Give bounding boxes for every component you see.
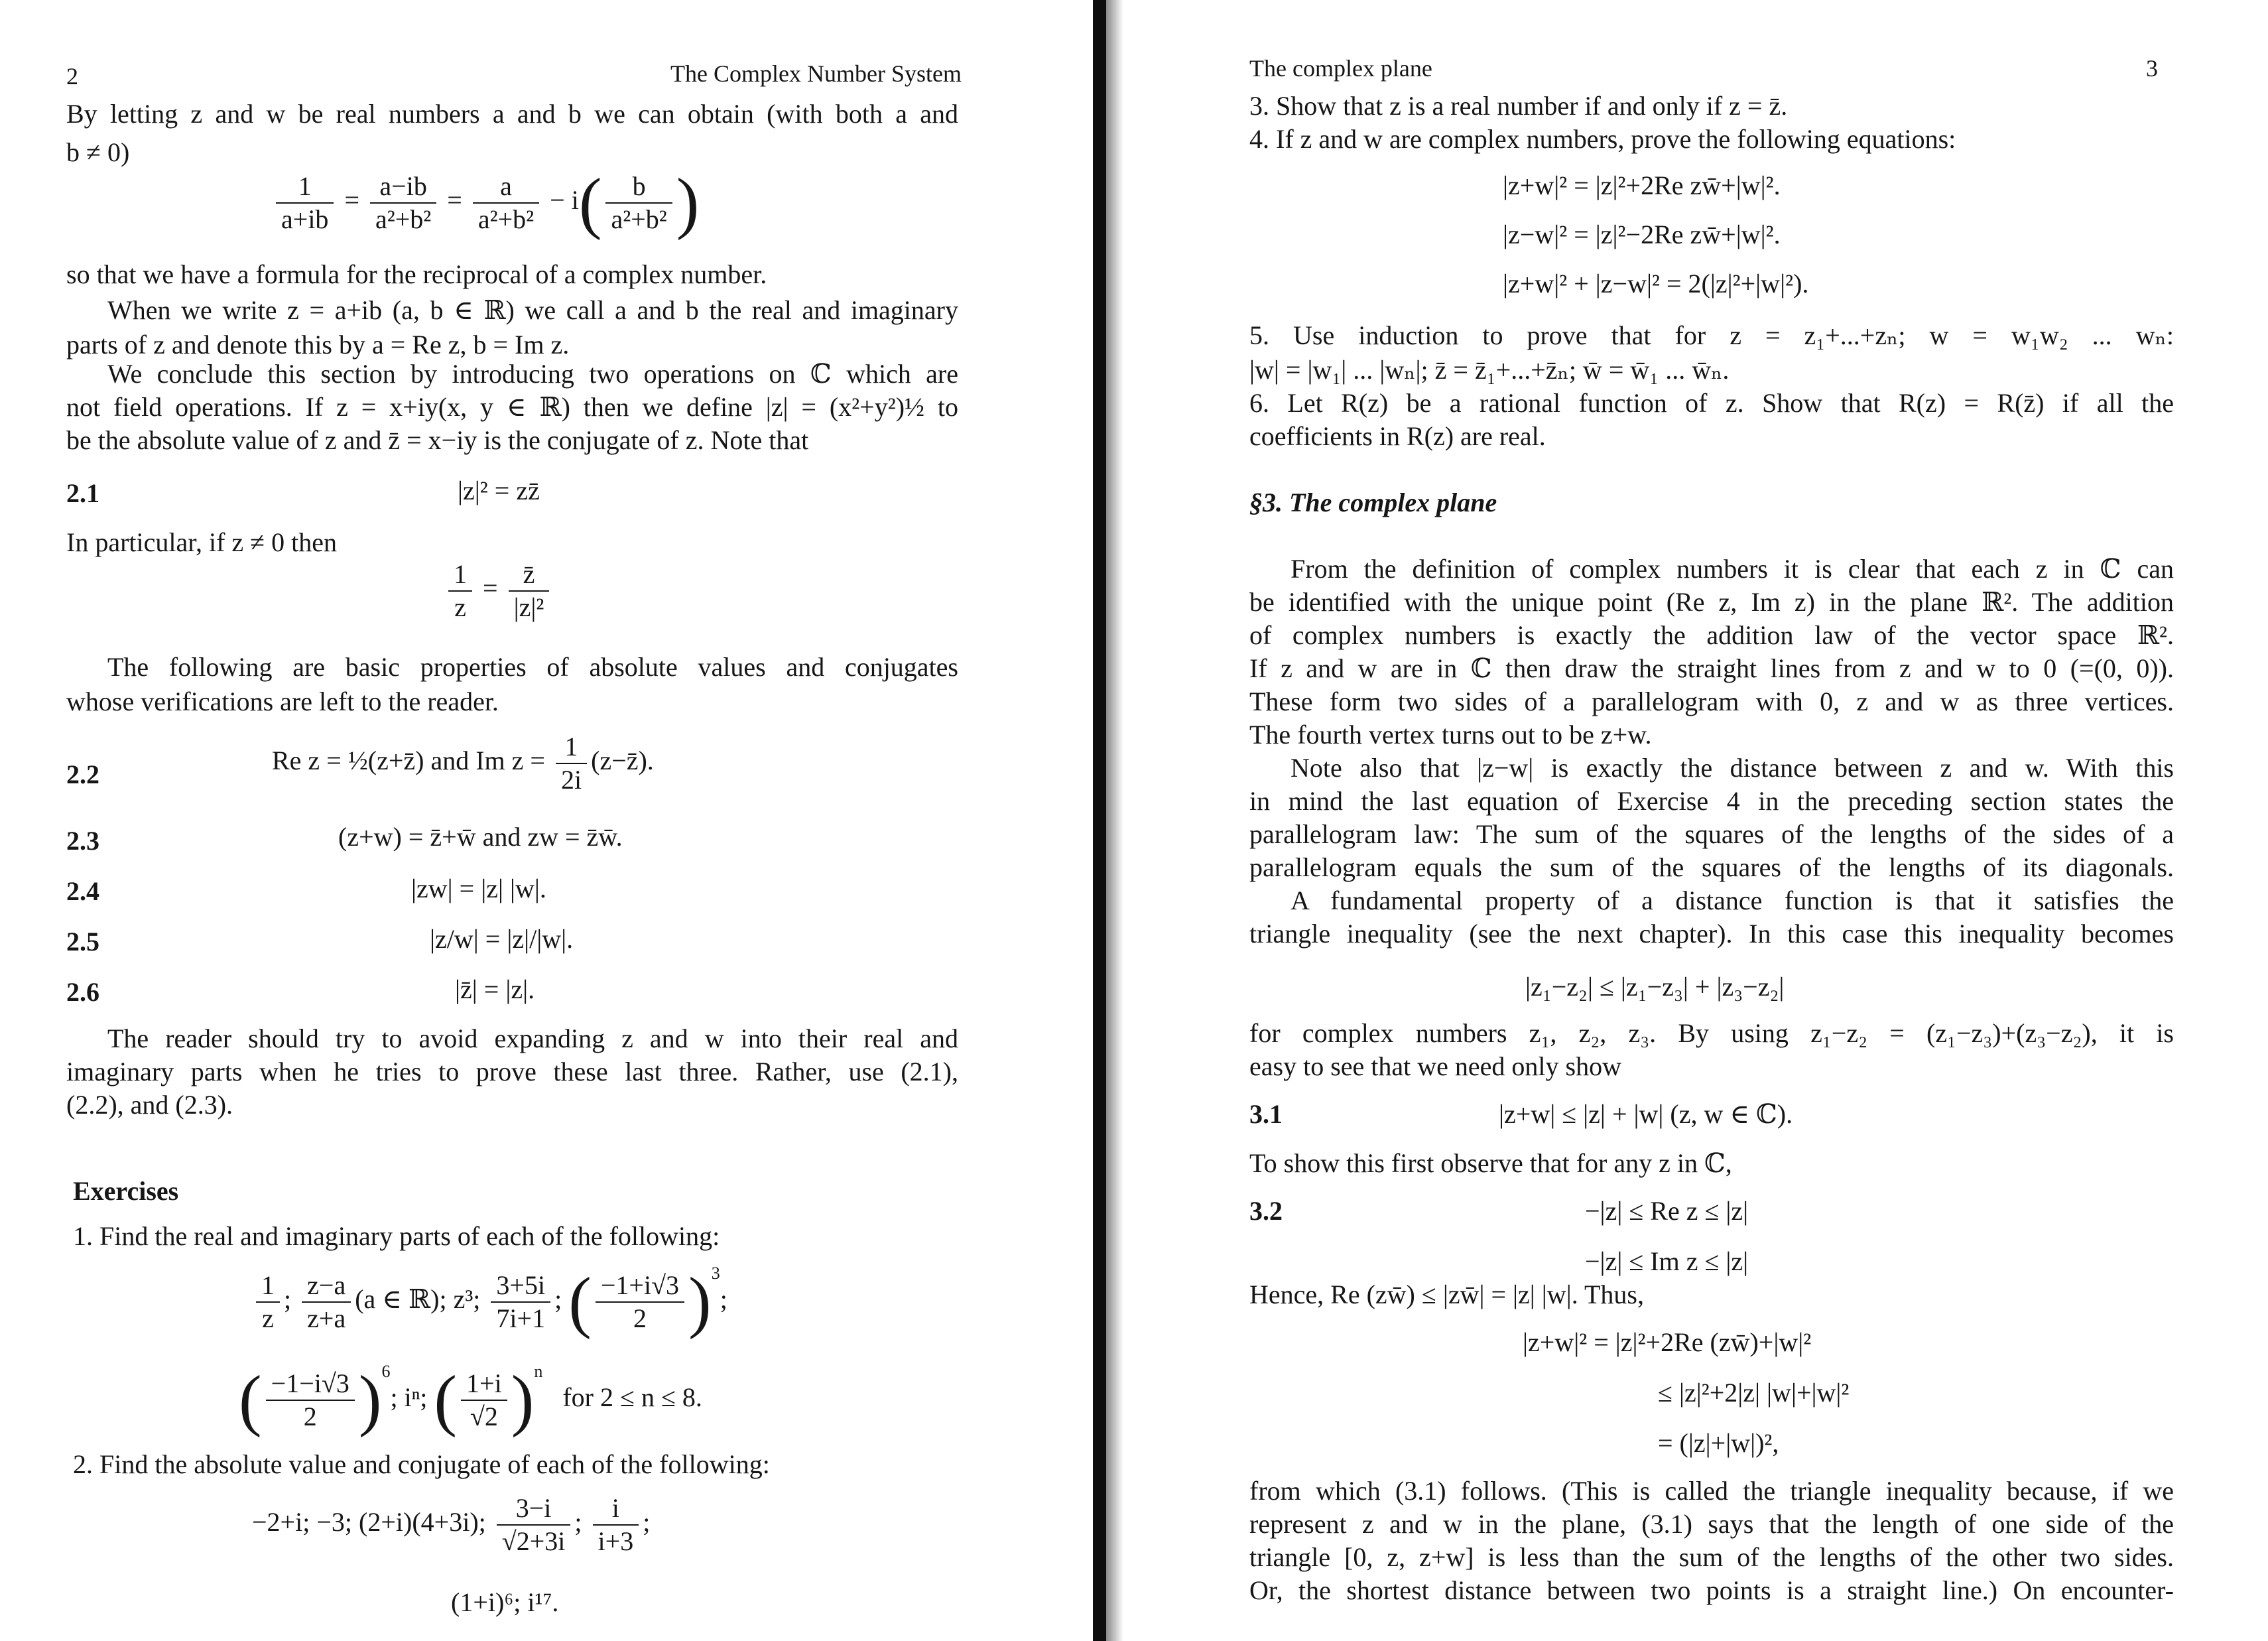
numerator: −1−i√3 xyxy=(266,1368,355,1401)
exercise-2: 2. Find the absolute value and conjugate of each of the following: xyxy=(73,1449,770,1479)
denominator: 2 xyxy=(303,1401,317,1431)
reader-line-3: (2.2), and (2.3). xyxy=(66,1090,233,1120)
equation-2-4: |zw| = |z| |w|. xyxy=(411,874,546,903)
fraction xyxy=(266,1368,355,1433)
equation-3-2-re: −|z| ≤ Re z ≤ |z| xyxy=(1585,1196,1749,1226)
definition-line-3: of complex numbers is exactly the addition law of the vector space ℝ². xyxy=(1249,620,2174,650)
running-head-right: The complex plane xyxy=(1249,55,1432,82)
triangle-inequality-equation: |z₁−z₂| ≤ |z₁−z₃| + |z₃−z₂| xyxy=(1525,972,1785,1002)
fraction xyxy=(276,170,334,235)
definition-line-4: If z and w are in ℂ then draw the straight lines from z and w to 0 (=(0, 0)). xyxy=(1249,653,2174,683)
denominator: 2 xyxy=(633,1303,647,1333)
fraction xyxy=(556,731,587,796)
denominator: a²+b² xyxy=(611,204,667,234)
fundamental-line-1: A fundamental property of a distance function is that it satisfies the xyxy=(1291,886,2174,915)
fraction xyxy=(473,170,539,235)
fraction xyxy=(593,1492,639,1557)
definition-line-6: The fourth vertex turns out to be z+w. xyxy=(1249,720,1652,750)
denominator: √2 xyxy=(470,1401,498,1431)
equation-2-5: |z/w| = |z|/|w|. xyxy=(430,924,574,954)
left-paren: ( xyxy=(434,1361,458,1438)
for-line-2: easy to see that we need only show xyxy=(1249,1051,1621,1081)
denominator: z xyxy=(454,592,466,622)
right-paren: ) xyxy=(688,1263,712,1340)
note-line-2: in mind the last equation of Exercise 4 in the preceding section states the xyxy=(1249,786,2174,816)
numerator: 3+5i xyxy=(491,1270,550,1303)
gutter-shadow xyxy=(1106,0,1123,1641)
exercise-3: 3. Show that z is a real number if and only if z = z̄. xyxy=(1249,91,1788,121)
label-3-2: 3.2 xyxy=(1249,1196,1283,1226)
expression-list: −2+i; −3; (2+i)(4+3i); xyxy=(252,1507,486,1538)
right-paren: ) xyxy=(511,1361,535,1438)
numerator: z̄ xyxy=(509,558,550,592)
exercise-4: 4. If z and w are complex numbers, prove the following equations: xyxy=(1249,124,1956,154)
right-paren: ) xyxy=(676,164,700,241)
fraction xyxy=(491,1270,550,1335)
exercise-5-line-2: |w| = |w₁| ... |wₙ|; z̄ = z̄₁+...+z̄ₙ; w̄ = w̄₁ ... w̄ₙ. xyxy=(1249,355,1730,385)
exercise-2-row-1 xyxy=(252,1492,650,1557)
conclude-line-3: be the absolute value of z and z̄ = x−iy is the conjugate of z. Note that xyxy=(66,425,809,455)
fraction xyxy=(448,558,472,624)
label-2-3: 2.3 xyxy=(66,826,99,856)
exponent: n xyxy=(534,1362,543,1381)
props-line-1: The following are basic properties of absolute values and conjugates xyxy=(107,652,958,682)
equation-3-2-im: −|z| ≤ Im z ≤ |z| xyxy=(1585,1246,1749,1276)
definition-line-5: These form two sides of a parallelogram with 0, z and w as three vertices. xyxy=(1249,687,2174,716)
numerator: b xyxy=(605,170,672,204)
re-im-text: Re z = ½(z+z̄) and Im z = xyxy=(272,746,545,776)
fraction xyxy=(256,1270,280,1335)
chain-step-2: ≤ |z|²+2|z| |w|+|w|² xyxy=(1658,1378,1850,1408)
exercise-4-eq-2: |z−w|² = |z|²−2Re zw̄+|w|². xyxy=(1503,220,1781,249)
exercise-6-line-1: 6. Let R(z) be a rational function of z. Show that R(z) = R(z̄) if all the xyxy=(1249,388,2174,418)
running-head-left: The Complex Number System xyxy=(670,60,962,87)
chain-step-3: = (|z|+|w|)², xyxy=(1658,1428,1779,1458)
intro-line-1: By letting z and w be real numbers a and b we can obtain (with both a and xyxy=(66,99,958,129)
equation-2-3: (z+w) = z̄+w̄ and zw = z̄w̄. xyxy=(338,822,623,852)
numerator: 1 xyxy=(276,170,334,204)
fraction xyxy=(497,1492,571,1557)
range-condition: for 2 ≤ n ≤ 8. xyxy=(562,1382,702,1412)
label-3-1: 3.1 xyxy=(1249,1099,1283,1129)
numerator: −1+i√3 xyxy=(596,1270,684,1303)
equation-3-1: |z+w| ≤ |z| + |w| (z, w ∈ ℂ). xyxy=(1499,1099,1793,1129)
chain-step-1: |z+w|² = |z|²+2Re (zw̄)+|w|² xyxy=(1523,1327,1812,1357)
numerator: 1 xyxy=(556,731,587,764)
hence-line: Hence, Re (zw̄) ≤ |zw̄| = |z| |w|. Thus, xyxy=(1249,1280,1644,1309)
denominator: √2+3i xyxy=(501,1526,566,1556)
definition-line-1: From the definition of complex numbers it is clear that each z in ℂ can xyxy=(1291,554,2174,584)
denominator: 2i xyxy=(560,765,582,795)
separator: ; xyxy=(643,1507,651,1538)
separator: ; iⁿ; xyxy=(390,1382,428,1412)
conclude-line-1: We conclude this section by introducing two operations on ℂ which are xyxy=(107,359,958,389)
fraction xyxy=(461,1368,507,1433)
numerator: a xyxy=(473,170,539,204)
observe-line: To show this first observe that for any z in ℂ, xyxy=(1249,1148,1732,1178)
exercise-5-line-1: 5. Use induction to prove that for z = z₁+...+zₙ; w = w₁w₂ ... wₙ: xyxy=(1249,320,2174,350)
inverse-equation xyxy=(444,558,553,624)
fraction xyxy=(605,170,672,235)
numerator: 1 xyxy=(448,558,472,592)
exercise-6-line-2: coefficients in R(z) are real. xyxy=(1249,421,1546,451)
right-page xyxy=(1127,0,2268,1641)
exercises-heading: Exercises xyxy=(73,1176,179,1206)
fraction xyxy=(370,170,436,235)
im-tail: (z−z̄). xyxy=(591,746,654,776)
parts-line-2: parts of z and denote this by a = Re z, b = Im z. xyxy=(66,330,570,360)
fraction-tail: (a ∈ ℝ); z³; xyxy=(355,1284,481,1314)
definition-line-2: be identified with the unique point (Re z, Im z) in the plane ℝ². The addition xyxy=(1249,587,2174,617)
particular-line: In particular, if z ≠ 0 then xyxy=(66,527,337,557)
denominator: |z|² xyxy=(513,592,544,622)
label-2-5: 2.5 xyxy=(66,927,99,956)
numerator: a−ib xyxy=(370,170,436,204)
numerator: i xyxy=(593,1492,639,1526)
book-gutter xyxy=(1093,0,1106,1641)
exercise-4-eq-1: |z+w|² = |z|²+2Re zw̄+|w|². xyxy=(1503,170,1781,200)
separator: ; xyxy=(720,1284,727,1314)
page-number-right: 3 xyxy=(2146,55,2158,82)
equation-2-2 xyxy=(272,731,654,796)
page-number-left: 2 xyxy=(66,63,78,90)
fundamental-line-2: triangle inequality (see the next chapter). In this case this inequality becomes xyxy=(1249,919,2174,949)
exercise-1-row-2 xyxy=(239,1354,702,1438)
section-heading: §3. The complex plane xyxy=(1249,488,1497,517)
from-line-2: represent z and w in the plane, (3.1) says that the length of one side of the xyxy=(1249,1509,2174,1539)
note-line-3: parallelogram law: The sum of the squares of the lengths of the sides of a xyxy=(1249,819,2174,849)
label-2-4: 2.4 xyxy=(66,876,99,906)
label-2-6: 2.6 xyxy=(66,977,99,1007)
reciprocal-equation xyxy=(272,164,700,241)
note-line-4: parallelogram equals the sum of the squares of the lengths of its diagonals. xyxy=(1249,852,2174,882)
reader-line-2: imaginary parts when he tries to prove these last three. Rather, use (2.1), xyxy=(66,1057,958,1086)
exercise-1-row-1 xyxy=(252,1256,727,1340)
denominator: z+a xyxy=(307,1303,346,1333)
intro-line-2: b ≠ 0) xyxy=(66,137,130,167)
right-paren: ) xyxy=(358,1361,382,1438)
numerator: 1+i xyxy=(461,1368,507,1401)
label-2-2: 2.2 xyxy=(66,759,99,789)
fraction xyxy=(302,1270,351,1335)
from-line-1: from which (3.1) follows. (This is called the triangle inequality because, if we xyxy=(1249,1476,2174,1506)
left-paren: ( xyxy=(239,1361,262,1438)
props-line-2: whose verifications are left to the reader. xyxy=(66,687,499,716)
exponent: 3 xyxy=(711,1264,720,1283)
parts-line-1: When we write z = a+ib (a, b ∈ ℝ) we call a and b the real and imaginary xyxy=(107,295,958,325)
fraction xyxy=(596,1270,684,1335)
minus-i: − i xyxy=(550,185,579,216)
note-line-1: Note also that |z−w| is exactly the distance between z and w. With this xyxy=(1291,753,2174,783)
exponent: 6 xyxy=(381,1362,391,1381)
numerator: z−a xyxy=(302,1270,351,1303)
denominator: a²+b² xyxy=(477,204,535,234)
exercise-4-eq-3: |z+w|² + |z−w|² = 2(|z|²+|w|²). xyxy=(1503,269,1809,298)
from-line-4: Or, the shortest distance between two points is a straight line.) On encounter- xyxy=(1249,1575,2174,1605)
equals: = xyxy=(344,185,359,216)
left-paren: ( xyxy=(568,1263,592,1340)
equals: = xyxy=(483,573,498,604)
after-reciprocal: so that we have a formula for the reciprocal of a complex number. xyxy=(66,259,767,289)
denominator: a²+b² xyxy=(375,204,432,234)
numerator: 1 xyxy=(256,1270,280,1303)
fraction xyxy=(509,558,550,624)
denominator: 7i+1 xyxy=(496,1303,546,1333)
exercise-2-row-2: (1+i)⁶; i¹⁷. xyxy=(451,1587,559,1617)
equals: = xyxy=(447,185,462,216)
denominator: z xyxy=(262,1303,274,1333)
equation-2-6: |z̄| = |z|. xyxy=(455,974,535,1004)
left-paren: ( xyxy=(578,164,602,241)
exercise-1: 1. Find the real and imaginary parts of each of the following: xyxy=(73,1221,720,1251)
label-2-1: 2.1 xyxy=(66,478,99,508)
left-page xyxy=(0,0,1088,1641)
reader-line-1: The reader should try to avoid expanding z and w into their real and xyxy=(107,1023,958,1053)
denominator: a+ib xyxy=(281,204,329,234)
separator: ; xyxy=(554,1284,562,1314)
equation-2-1: |z|² = zz̄ xyxy=(458,476,540,505)
separator: ; xyxy=(284,1284,292,1314)
denominator: i+3 xyxy=(598,1526,634,1556)
for-line-1: for complex numbers z₁, z₂, z₃. By using z₁−z₂ = (z₁−z₃)+(z₃−z₂), it is xyxy=(1249,1018,2174,1048)
from-line-3: triangle [0, z, z+w] is less than the sum of the lengths of the other two sides. xyxy=(1249,1542,2174,1572)
numerator: 3−i xyxy=(497,1492,571,1526)
conclude-line-2: not field operations. If z = x+iy(x, y ∈ ℝ) then we define |z| = (x²+y²)½ to xyxy=(66,392,958,422)
separator: ; xyxy=(574,1507,582,1538)
